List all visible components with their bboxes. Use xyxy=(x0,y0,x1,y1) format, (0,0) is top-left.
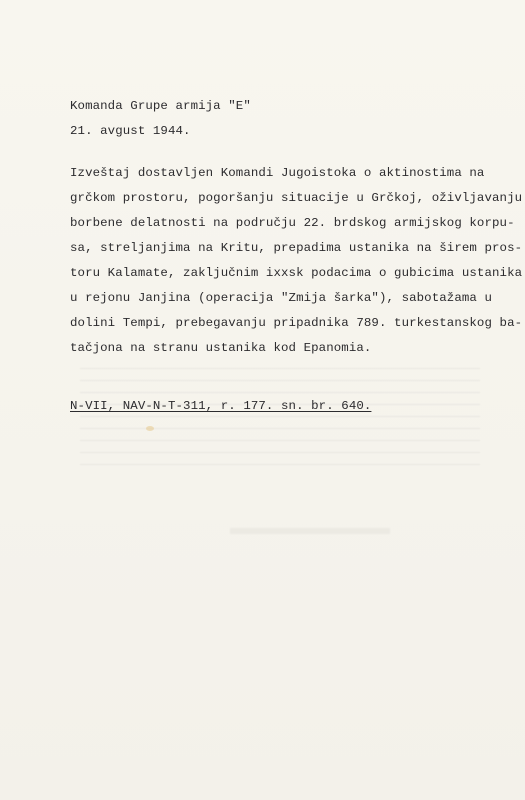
body-text-line: dolini Tempi, prebegavanju pripadnika 789. turkestanskog ba- xyxy=(70,316,523,330)
archive-reference: N-VII, NAV-N-T-311, r. 177. sn. br. 640. xyxy=(70,399,372,413)
show-through-text xyxy=(80,360,480,470)
show-through-text-lower xyxy=(230,528,390,534)
body-text-line: u rejonu Janjina (operacija "Zmija šarka"), sabotažama u xyxy=(70,291,492,305)
body-text-line: tačjona na stranu ustanika kod Epanomia. xyxy=(70,341,372,355)
document-header-date: 21. avgust 1944. xyxy=(70,124,191,138)
body-text-line: toru Kalamate, zaključnim ixxsk podacima o gubicima ustanika xyxy=(70,266,523,280)
body-text-line: Izveštaj dostavljen Komandi Jugoistoka o aktinostima na xyxy=(70,166,485,180)
body-text-line: grčkom prostoru, pogoršanju situacije u Grčkoj, oživljavanju xyxy=(70,191,523,205)
paper-stain xyxy=(146,426,154,431)
document-header-command: Komanda Grupe armija "E" xyxy=(70,99,251,113)
body-text-line: sa, streljanjima na Kritu, prepadima ustanika na širem pros- xyxy=(70,241,523,255)
body-text-line: borbene delatnosti na području 22. brdskog armijskog korpu- xyxy=(70,216,515,230)
